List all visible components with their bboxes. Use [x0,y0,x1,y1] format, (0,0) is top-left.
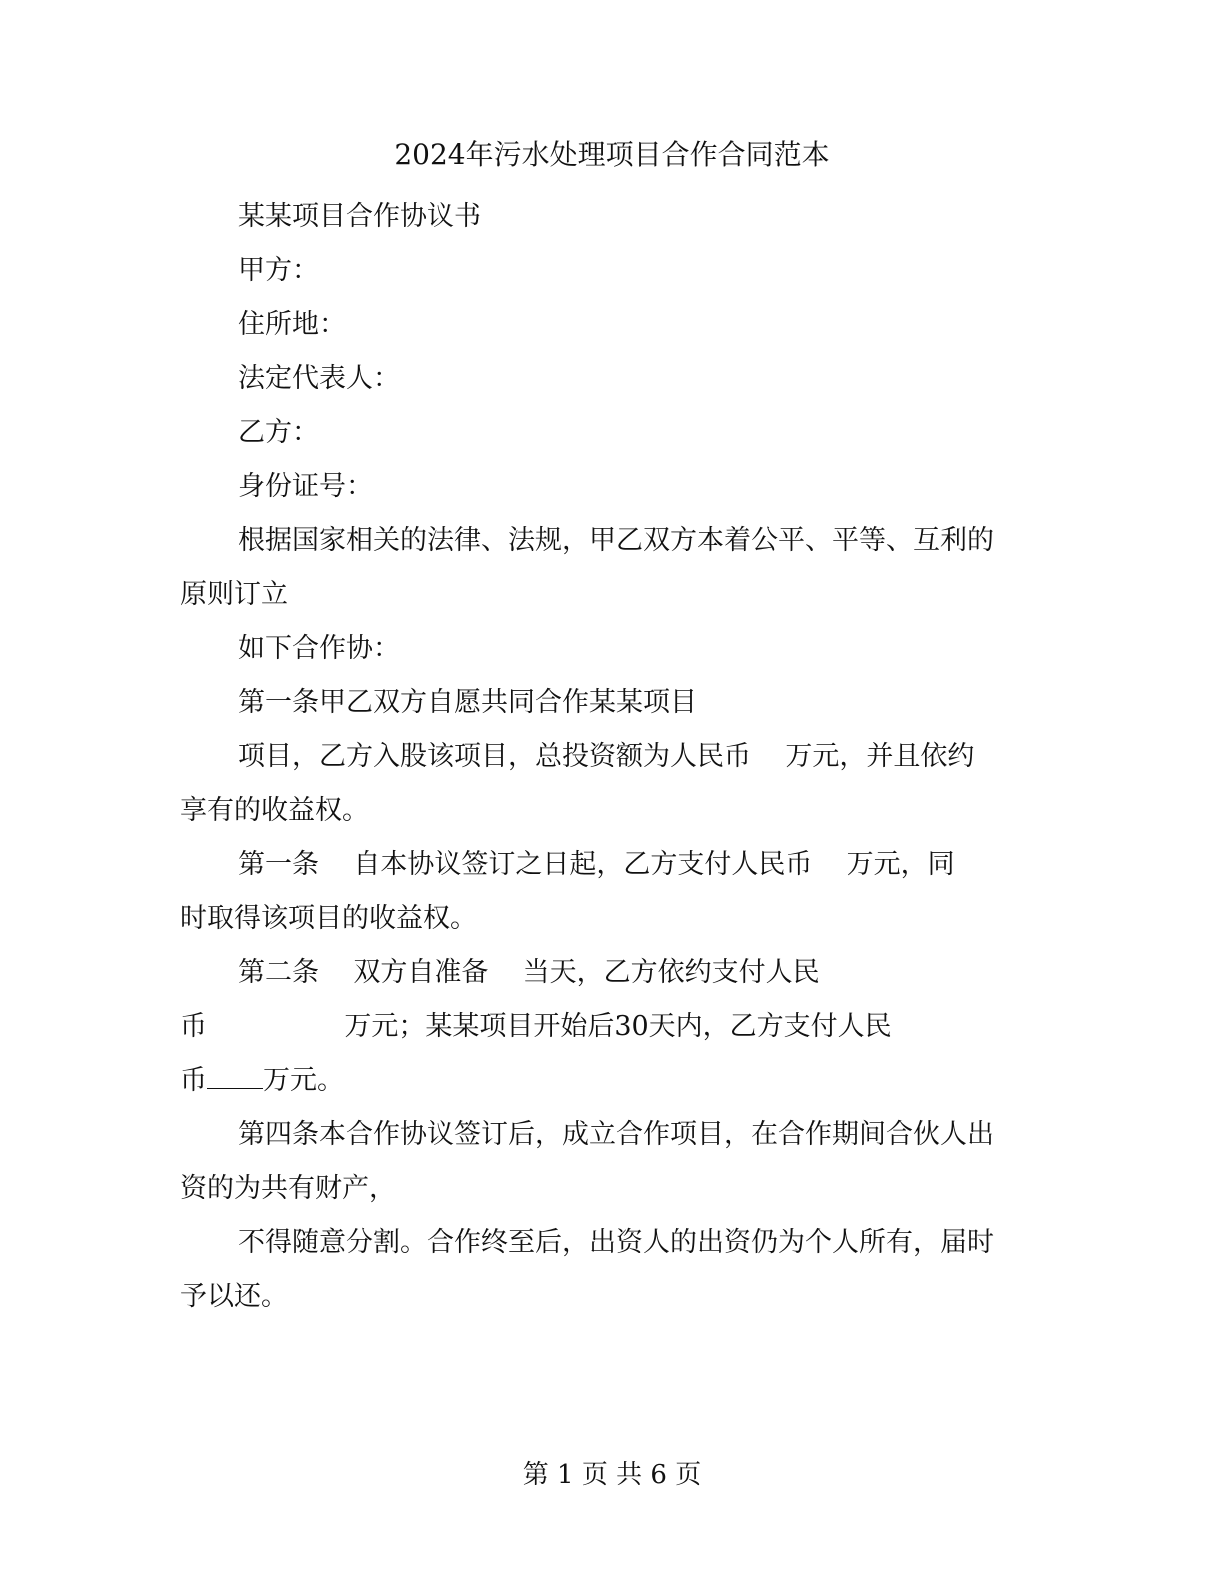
field-party-b: 乙方： [238,417,319,448]
paragraph-preamble-line-1: 根据国家相关的法律、法规，甲乙双方本着公平、平等、互利的 [238,525,994,556]
blank-amount-underline [207,1066,263,1089]
clause-payment-line-2: 时取得该项目的收益权。 [180,903,477,934]
field-legal-representative: 法定代表人： [238,363,400,394]
clause-4-line-3: 不得随意分割。合作终至后，出资人的出资仍为个人所有，届时 [238,1227,994,1258]
clause-payment-line-1: 第一条 自本协议签订之日起，乙方支付人民币 万元，同 [238,849,955,880]
amount-unit: 万元。 [263,1065,344,1096]
document-title: 2024年污水处理项目合作合同范本 [394,138,830,171]
clause-1-line-1: 项目，乙方入股该项目，总投资额为人民币 万元，并且依约 [238,741,975,772]
paragraph-preamble-line-2: 原则订立 [180,579,288,610]
field-id-number: 身份证号： [238,471,373,502]
clause-2-line-1: 第二条 双方自准备 当天，乙方依约支付人民 [238,957,820,988]
clause-1-heading: 第一条甲乙双方自愿共同合作某某项目 [238,687,697,718]
document-body [180,190,1030,1324]
clause-2-line-2: 币 万元；某某项目开始后30天内，乙方支付人民 [180,1011,892,1042]
field-party-a: 甲方： [238,255,319,286]
clause-4-line-1: 第四条本合作协议签订后，成立合作项目，在合作期间合伙人出 [238,1119,994,1150]
clause-2-line-3 [180,1054,1030,1108]
page-number-footer: 第 1 页 共 6 页 [522,1460,702,1490]
clause-4-line-2: 资的为共有财产， [180,1173,396,1204]
paragraph-agreement-heading: 某某项目合作协议书 [238,201,481,232]
field-address: 住所地： [238,309,346,340]
paragraph-agreement-intro: 如下合作协： [238,633,400,664]
currency-label: 币 [180,1065,207,1096]
clause-4-line-4: 予以还。 [180,1281,288,1312]
clause-1-line-2: 享有的收益权。 [180,795,369,826]
